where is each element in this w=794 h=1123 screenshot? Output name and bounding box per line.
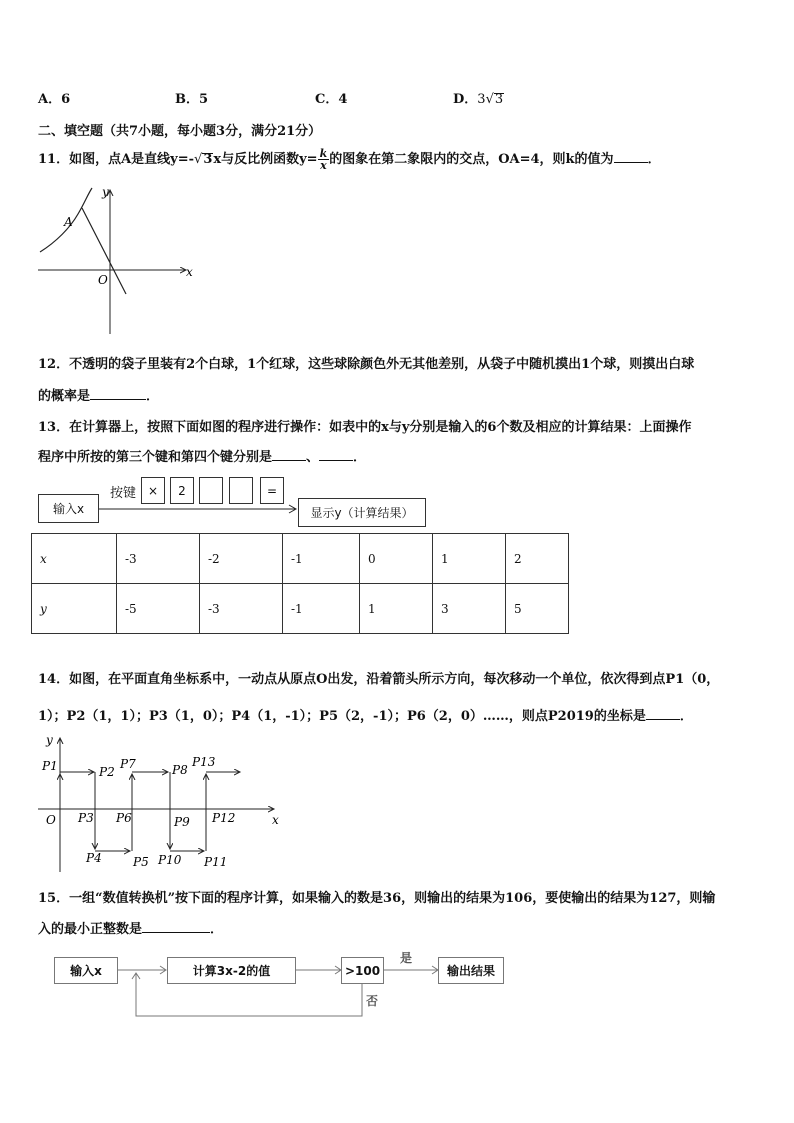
q13-cell: 1 xyxy=(360,584,433,634)
q15-end: ． xyxy=(210,922,224,937)
q13-end: ． xyxy=(353,450,367,465)
q14-p8: P8 xyxy=(172,763,188,777)
q11-label-o: O xyxy=(98,273,108,287)
q14-p1: P1 xyxy=(42,759,58,773)
q13-key-3 xyxy=(199,477,223,504)
q13-cell: 5 xyxy=(506,584,569,634)
q13-line2-text: 程序中所按的第三个键和第四个键分别是 xyxy=(38,450,273,465)
q14-p10: P10 xyxy=(158,853,182,867)
q14-p13: P13 xyxy=(192,755,216,769)
q12-end: ． xyxy=(146,389,160,404)
q13-cell: -3 xyxy=(200,584,283,634)
q13-cell: 1 xyxy=(433,534,506,584)
q15-no-label: 否 xyxy=(366,994,379,1008)
option-b: B．5 xyxy=(175,92,209,107)
q13-cell: 2 xyxy=(506,534,569,584)
q14-p4: P4 xyxy=(86,851,102,865)
q13-sep: 、 xyxy=(306,450,320,465)
q14-line1: 14．如图，在平面直角坐标系中，一动点从原点O出发，沿着箭头所示方向，每次移动一个单位，依次得到点P1（0， xyxy=(38,672,720,687)
q13-table-row xyxy=(32,584,569,634)
q13-output-box: 显示y（计算结果） xyxy=(298,498,426,527)
q14-label-o: O xyxy=(46,813,56,827)
q15-compare-box: >100 xyxy=(341,957,384,984)
q15-line1: 15．一组“数值转换机”按下面的程序计算，如果输入的数是36，则输出的结果为106，要使输出的结果为127，则输 xyxy=(38,891,716,906)
q13-key-5: = xyxy=(260,477,284,504)
q14-graph xyxy=(36,734,286,874)
q11-graph xyxy=(36,184,201,336)
q13-flow-arrow xyxy=(99,502,299,516)
q14-p12: P12 xyxy=(212,811,236,825)
q11-part1: 11．如图，点A是直线y=- xyxy=(38,152,195,167)
option-d-radicand: 3 xyxy=(494,92,504,107)
q15-output-box: 输出结果 xyxy=(438,957,504,984)
q15-input-box: 输入x xyxy=(54,957,118,984)
q11-frac-num: k xyxy=(319,147,328,160)
q13-blank-1 xyxy=(272,448,306,461)
option-d-coef: 3 xyxy=(477,92,486,107)
q14-p2: P2 xyxy=(99,765,115,779)
q11-label-y: y xyxy=(102,185,109,199)
q13-press-label: 按键 xyxy=(110,486,137,501)
q14-label-x: x xyxy=(272,813,279,827)
q14-label-y: y xyxy=(46,734,53,747)
q11-sqrt: 3 xyxy=(203,152,213,167)
q15-compute-box: 计算3x-2的值 xyxy=(167,957,296,984)
q13-cell: -2 xyxy=(200,534,283,584)
q13-cell: 0 xyxy=(360,534,433,584)
q13-input-box: 输入x xyxy=(38,494,99,523)
q14-p11: P11 xyxy=(204,855,228,869)
q13-line1: 13．在计算器上，按照下面如图的程序进行操作：如表中的x与y分别是输入的6个数及相应的计算结果：上面操作 xyxy=(38,420,692,435)
q13-cell: -3 xyxy=(117,534,200,584)
option-d-prefix: D． xyxy=(453,92,478,107)
q13-line2 xyxy=(38,446,366,465)
q14-p3: P3 xyxy=(78,811,94,825)
q13-blank-2 xyxy=(319,448,353,461)
q13-cell: y xyxy=(32,584,117,634)
q12-line2 xyxy=(38,385,159,404)
q15-flow-arrows xyxy=(118,960,443,1020)
q15-line2-text: 入的最小正整数是 xyxy=(38,922,143,937)
q11-part3: 的图象在第二象限内的交点，OA=4，则k的值为 xyxy=(329,152,614,167)
q11-answer-blank xyxy=(614,150,648,163)
q11-part2: x与反比例函数y= xyxy=(213,152,318,167)
q13-table-row xyxy=(32,534,569,584)
q11-label-a: A xyxy=(64,215,73,229)
q12-answer-blank xyxy=(90,387,146,400)
q13-key-1: × xyxy=(141,477,165,504)
q14-line2 xyxy=(38,705,693,724)
q11-text: 11．如图，点A是直线y=-√3x与反比例函数y= $\frac{k}{x}$ 的图象在第二象限内的交点，OA=4，则k的值为 ． xyxy=(38,147,661,172)
q15-yes-label: 是 xyxy=(400,951,413,965)
q12-line1: 12．不透明的袋子里装有2个白球，1个红球，这些球除颜色外无其他差别，从袋子中随机摸出1个球，则摸出白球 xyxy=(38,357,695,372)
q15-line2 xyxy=(38,918,223,937)
q11-fraction xyxy=(318,148,330,171)
option-c: C．4 xyxy=(315,92,348,107)
q13-cell: -1 xyxy=(283,534,360,584)
q13-cell: -1 xyxy=(283,584,360,634)
option-d: D．3√3 xyxy=(453,92,504,107)
q14-end: ． xyxy=(679,709,693,724)
q15-answer-blank xyxy=(142,920,210,933)
q13-key-2: 2 xyxy=(170,477,194,504)
q11-part4: ． xyxy=(647,152,661,167)
q13-cell: x xyxy=(32,534,117,584)
q14-answer-blank xyxy=(646,707,680,720)
q14-p5: P5 xyxy=(133,855,149,869)
q11-label-x: x xyxy=(186,265,193,279)
q13-key-4 xyxy=(229,477,253,504)
q14-p9: P9 xyxy=(174,815,190,829)
q13-cell: -5 xyxy=(117,584,200,634)
option-a: A．6 xyxy=(38,92,71,107)
q14-p7: P7 xyxy=(120,757,136,771)
section-title: 二、填空题（共7小题，每小题3分，满分21分） xyxy=(38,124,322,139)
q13-table xyxy=(31,533,569,634)
q13-cell: 3 xyxy=(433,584,506,634)
q14-p6: P6 xyxy=(116,811,132,825)
q12-line2-text: 的概率是 xyxy=(38,389,91,404)
q14-line2-text: 1）；P2（1，1）；P3（1，0）；P4（1，-1）；P5（2，-1）；P6（2，0）……，则点P2019的坐标是 xyxy=(38,709,646,724)
q11-frac-den: x xyxy=(320,159,327,172)
